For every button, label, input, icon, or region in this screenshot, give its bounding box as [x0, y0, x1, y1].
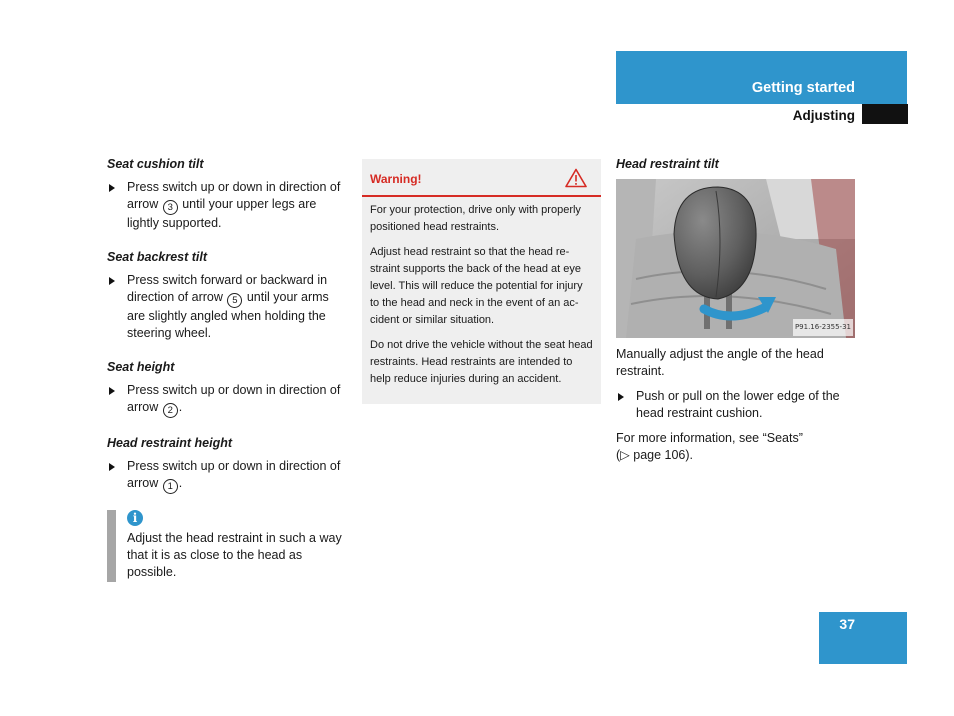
instruction-text: until your arms are slightly angled when holding the steering wheel. — [127, 290, 329, 340]
instruction-text: . — [178, 400, 183, 414]
figure-code: P91.16-2355-31 — [793, 319, 853, 336]
head-restraint-illustration — [616, 179, 855, 338]
page-number: 37 — [839, 616, 855, 632]
info-note — [107, 510, 347, 581]
arrow-number-badge: 3 — [163, 200, 178, 215]
bullet-triangle-icon — [109, 387, 115, 395]
left-column — [107, 156, 347, 581]
arrow-number-badge: 5 — [227, 293, 242, 308]
bullet-triangle-icon — [618, 393, 624, 401]
heading-seat-backrest-tilt: Seat backrest tilt — [107, 250, 208, 264]
warning-paragraph: Adjust head restraint so that the head re-straint supports the back of the head at eye level. This will reduce the potential for injury to the head and neck in the event of an ac-cident or similar situation. — [370, 246, 583, 326]
bullet-triangle-icon — [109, 184, 115, 192]
instruction-seat-height — [107, 382, 347, 418]
page-reference-link[interactable]: (▷ page 106). — [616, 448, 694, 462]
warning-body — [362, 197, 601, 388]
warning-triangle-icon — [565, 168, 587, 188]
section-tab-marker — [862, 104, 908, 124]
warning-paragraph: For your protection, drive only with properly positioned head restraints. — [370, 204, 581, 233]
instruction-text: Press switch up or down in direction of arrow — [127, 383, 341, 414]
instruction-head-restraint-height — [107, 458, 347, 494]
instruction-text: . — [178, 476, 183, 490]
section-header-box — [616, 51, 907, 104]
instruction-seat-cushion-tilt — [107, 179, 347, 232]
info-icon: i — [127, 510, 143, 526]
info-text: Adjust the head restraint in such a way that it is as close to the head as possible. — [127, 531, 342, 579]
heading-head-restraint-height: Head restraint height — [107, 436, 233, 450]
warning-paragraph: Do not drive the vehicle without the seat head restraints. Head restraints are intended to help reduce injuries during an accident. — [370, 339, 593, 385]
instruction-seat-backrest-tilt — [107, 272, 347, 342]
instruction-text: Press switch forward or backward in direction of arrow — [127, 273, 328, 304]
heading-seat-height: Seat height — [107, 360, 175, 374]
heading-head-restraint-tilt: Head restraint tilt — [616, 157, 719, 171]
arrow-number-badge: 2 — [163, 403, 178, 418]
heading-seat-cushion-tilt: Seat cushion tilt — [107, 157, 204, 171]
warning-box — [362, 159, 601, 404]
bullet-triangle-icon — [109, 463, 115, 471]
page-number-box — [819, 612, 907, 664]
section-title: Getting started — [751, 80, 855, 96]
more-info-reference — [616, 430, 856, 464]
instruction-text: Press switch up or down in direction of arrow — [127, 180, 341, 211]
warning-title: Warning! — [370, 172, 422, 186]
more-info-text: For more information, see “Seats” — [616, 431, 803, 445]
subsection-title: Adjusting — [792, 108, 855, 123]
instruction-text: Press switch up or down in direction of arrow — [127, 459, 341, 490]
instruction-text: Push or pull on the lower edge of the head restraint cushion. — [636, 389, 840, 420]
arrow-number-badge: 1 — [163, 479, 178, 494]
paragraph-manual-adjust: Manually adjust the angle of the head restraint. — [616, 347, 824, 378]
head-restraint-drawing — [616, 179, 855, 338]
warning-header — [362, 159, 601, 197]
bullet-triangle-icon — [109, 277, 115, 285]
instruction-text: until your upper legs are lightly supported. — [127, 197, 317, 230]
info-side-bar — [107, 510, 116, 582]
instruction-head-restraint-tilt — [616, 388, 856, 422]
right-column — [616, 156, 856, 464]
